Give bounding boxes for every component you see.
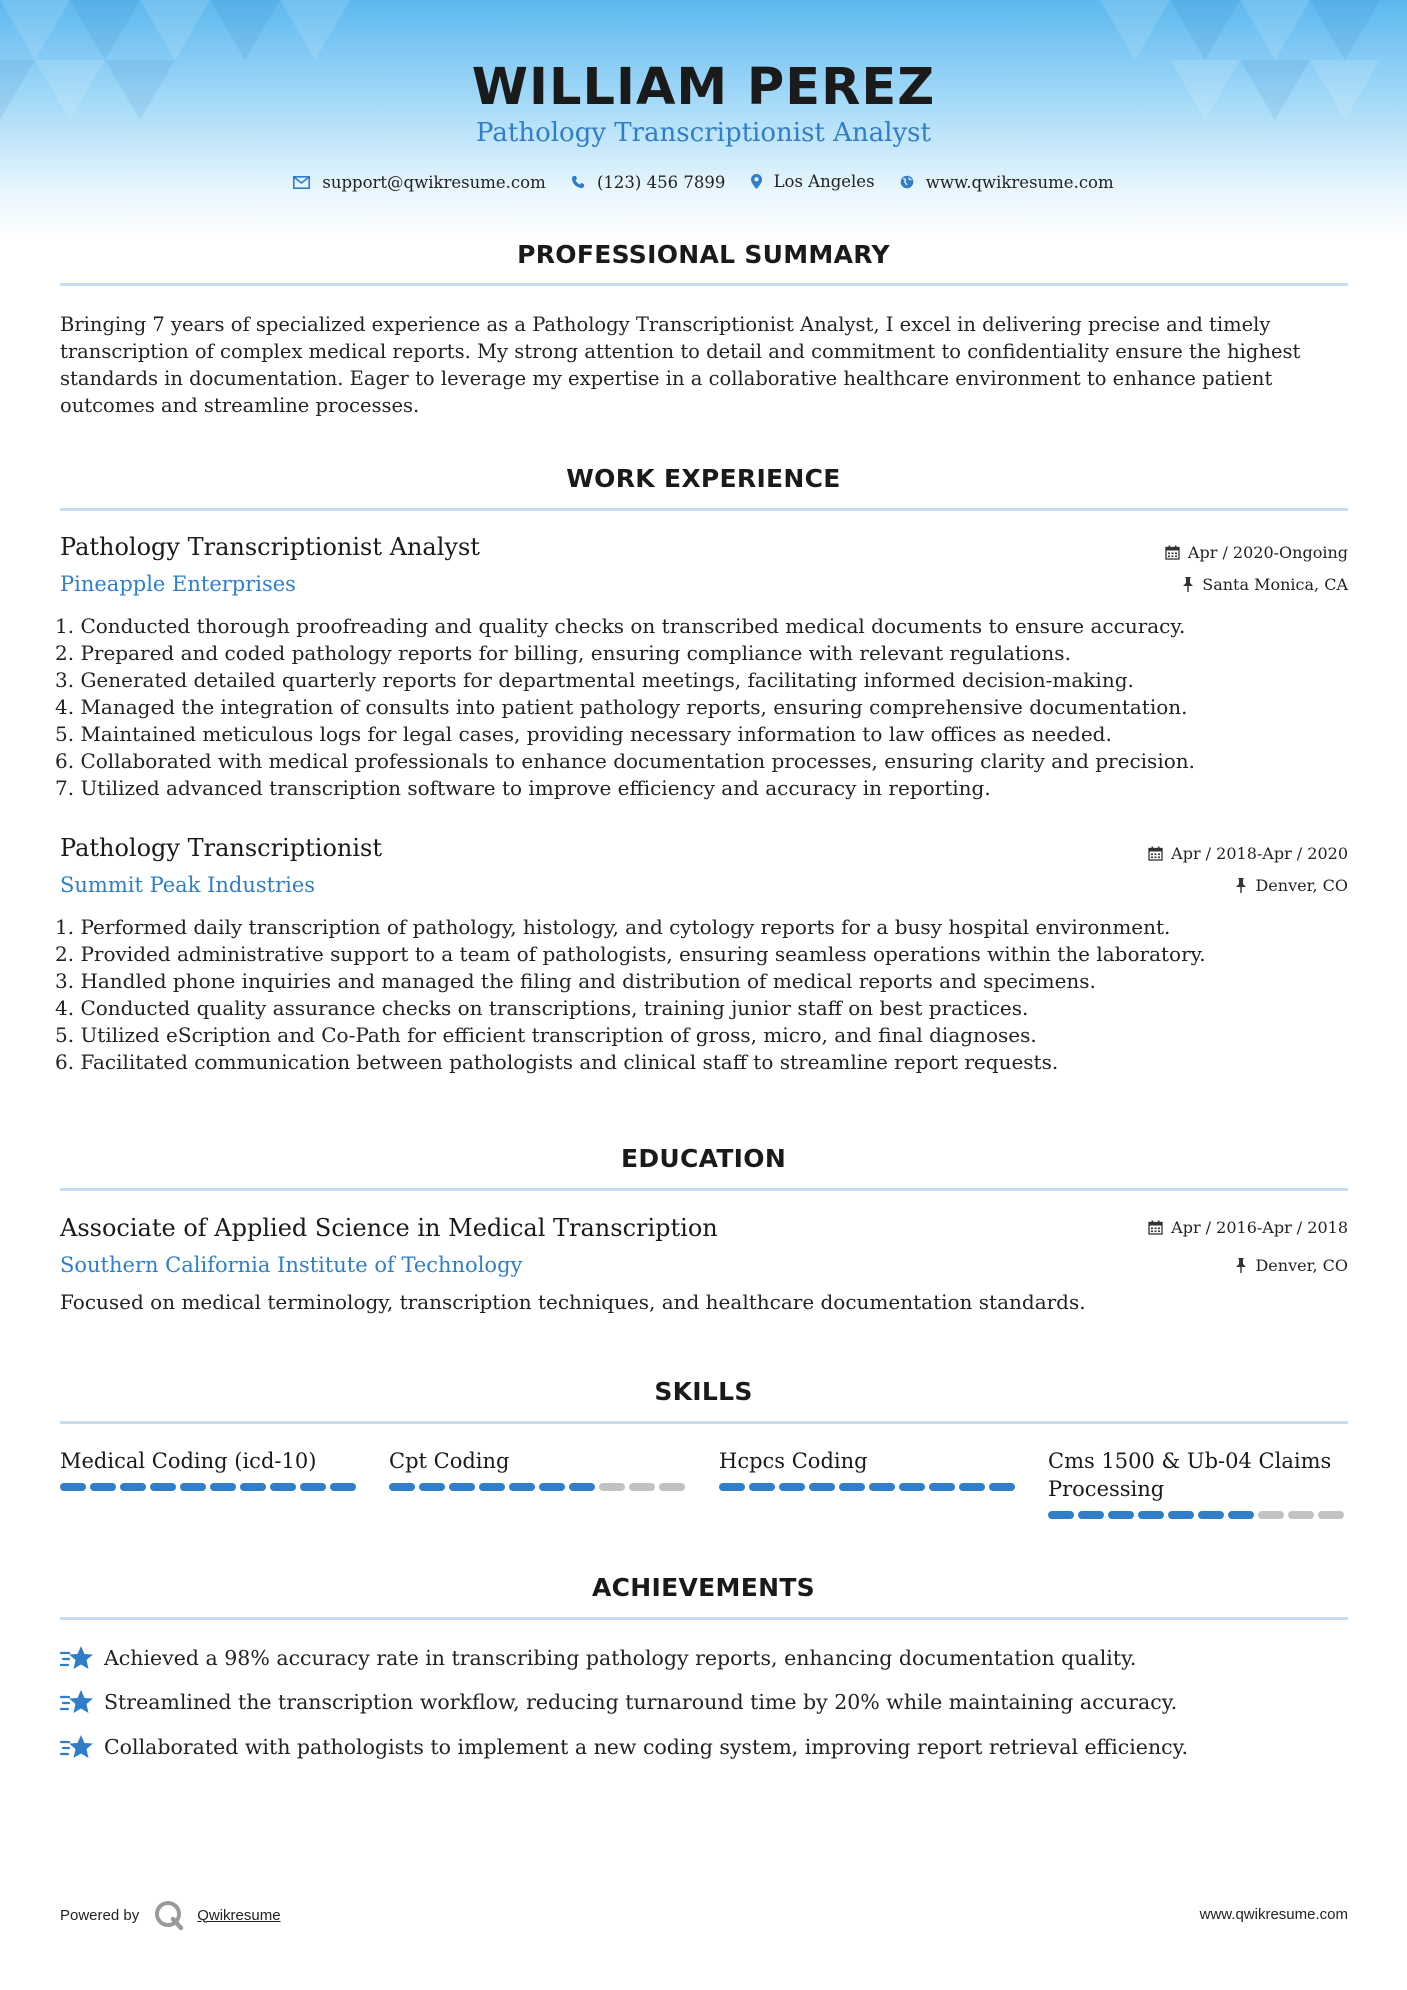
- achievement-text: Streamlined the transcription workflow, reducing turnaround time by 20% while maintaining accuracy.: [104, 1690, 1178, 1714]
- skill-dot-filled: [779, 1483, 805, 1491]
- skill-dot-filled: [899, 1483, 925, 1491]
- list-item: 3. Handled phone inquiries and managed the filing and distribution of medical reports and specimens.: [55, 969, 1096, 993]
- contact-bar: [0, 172, 1407, 193]
- skill-dot-filled: [1048, 1511, 1074, 1519]
- list-item: 7. Utilized advanced transcription software to improve efficiency and accuracy in reporting.: [55, 776, 991, 800]
- summary-divider: [60, 283, 1348, 286]
- pushpin-icon: [1182, 577, 1194, 592]
- list-item: 6. Facilitated communication between pathologists and clinical staff to streamline report requests.: [55, 1050, 1059, 1074]
- experience-heading: WORK EXPERIENCE: [566, 464, 841, 493]
- skill-dot-empty: [1288, 1511, 1314, 1519]
- qwikresume-link[interactable]: Qwikresume: [197, 1906, 281, 1924]
- skills-divider: [60, 1421, 1348, 1424]
- skills-heading: SKILLS: [654, 1377, 753, 1406]
- list-item: 5. Utilized eScription and Co-Path for efficient transcription of gross, micro, and final diagnoses.: [55, 1023, 1037, 1047]
- star-icon: [60, 1644, 94, 1672]
- calendar-icon: [1165, 545, 1180, 560]
- skill-dot-filled: [90, 1483, 116, 1491]
- skill-dot-empty: [1258, 1511, 1284, 1519]
- education-divider: [60, 1188, 1348, 1191]
- achievement-text: Achieved a 98% accuracy rate in transcribing pathology reports, enhancing documentation quality.: [104, 1646, 1137, 1670]
- skill-dot-filled: [120, 1483, 146, 1491]
- skill-level-meter: [60, 1483, 360, 1491]
- list-item: 4. Managed the integration of consults into patient pathology reports, ensuring comprehensive documentation.: [55, 695, 1188, 719]
- location-text: Los Angeles: [773, 172, 875, 191]
- skill-dot-filled: [150, 1483, 176, 1491]
- education-school: Southern California Institute of Technology: [60, 1253, 523, 1277]
- skill-dot-filled: [240, 1483, 266, 1491]
- skill-dot-filled: [569, 1483, 595, 1491]
- website-text: www.qwikresume.com: [925, 172, 1114, 192]
- job-location-text: Santa Monica, CA: [1202, 575, 1348, 594]
- job-title: Pathology Transcriptionist: [60, 834, 382, 862]
- map-pin-icon: [751, 174, 762, 189]
- skill-dot-filled: [539, 1483, 565, 1491]
- phone-icon: [571, 175, 585, 189]
- list-item: 3. Generated detailed quarterly reports for departmental meetings, facilitating informed decision-making.: [55, 668, 1134, 692]
- summary-text: Bringing 7 years of specialized experience as a Pathology Transcriptionist Analyst, I excel in delivering precise and timely transcription of complex medical reports. My strong attention to detail and commitment to confidentiality ensure the highest standards in documentation. Eager to leverage my expertise in a collaborative healthcare environment to enhance patient outcomes and streamline processes.: [60, 313, 1301, 417]
- calendar-icon: [1148, 1220, 1163, 1235]
- job-location: [1235, 876, 1348, 895]
- job-responsibilities: [55, 613, 1195, 802]
- skill-level-meter: [389, 1483, 689, 1491]
- globe-icon: [900, 175, 914, 189]
- education-degree: Associate of Applied Science in Medical Transcription: [60, 1214, 718, 1242]
- skill-dot-filled: [1078, 1511, 1104, 1519]
- job-dates-text: Apr / 2018-Apr / 2020: [1171, 844, 1348, 863]
- footer-powered-by: [60, 1899, 281, 1931]
- list-item: 1. Performed daily transcription of pathology, histology, and cytology reports for a busy hospital environment.: [55, 915, 1171, 939]
- skill-dot-filled: [449, 1483, 475, 1491]
- job-title: Pathology Transcriptionist Analyst: [60, 533, 480, 561]
- job-company: Pineapple Enterprises: [60, 572, 296, 596]
- list-item: 1. Conducted thorough proofreading and quality checks on transcribed medical documents to ensure accuracy.: [55, 614, 1186, 638]
- list-item: 4. Conducted quality assurance checks on transcriptions, training junior staff on best practices.: [55, 996, 1029, 1020]
- skill-dot-filled: [809, 1483, 835, 1491]
- skill-dot-filled: [509, 1483, 535, 1491]
- achievement-text: Collaborated with pathologists to implement a new coding system, improving report retrieval efficiency.: [104, 1735, 1188, 1759]
- skill-name: Hcpcs Coding: [719, 1449, 868, 1473]
- skill-dot-filled: [270, 1483, 296, 1491]
- achievement-item: [60, 1688, 1177, 1716]
- education-heading: EDUCATION: [620, 1144, 787, 1173]
- skill-dot-filled: [60, 1483, 86, 1491]
- skill-dot-filled: [929, 1483, 955, 1491]
- skill-dot-filled: [389, 1483, 415, 1491]
- envelope-icon: [293, 176, 310, 189]
- skill-dot-filled: [419, 1483, 445, 1491]
- contact-location: [751, 172, 875, 191]
- job-dates-text: Apr / 2020-Ongoing: [1187, 543, 1348, 562]
- achievements-divider: [60, 1617, 1348, 1620]
- skill-level-meter: [719, 1483, 1019, 1491]
- skill-dot-filled: [1168, 1511, 1194, 1519]
- star-icon: [60, 1733, 94, 1761]
- skill-item: [60, 1447, 360, 1491]
- powered-by-label: Powered by: [60, 1906, 140, 1924]
- skill-dot-filled: [180, 1483, 206, 1491]
- education-location-text: Denver, CO: [1255, 1256, 1348, 1275]
- calendar-icon: [1148, 846, 1163, 861]
- achievement-item: [60, 1644, 1136, 1672]
- skill-dot-filled: [1108, 1511, 1134, 1519]
- list-item: 2. Prepared and coded pathology reports for billing, ensuring compliance with relevant regulations.: [55, 641, 1071, 665]
- skill-dot-empty: [599, 1483, 625, 1491]
- phone-text: (123) 456 7899: [596, 172, 726, 192]
- skill-dot-filled: [1138, 1511, 1164, 1519]
- job-responsibilities: [55, 914, 1206, 1076]
- achievements-heading: ACHIEVEMENTS: [592, 1573, 815, 1602]
- qwikresume-logo-icon: [153, 1899, 187, 1931]
- contact-email[interactable]: [293, 173, 545, 192]
- skill-dot-filled: [300, 1483, 326, 1491]
- list-item: 2. Provided administrative support to a team of pathologists, ensuring seamless operations within the laboratory.: [55, 942, 1206, 966]
- skill-dot-filled: [989, 1483, 1015, 1491]
- pushpin-icon: [1235, 1258, 1247, 1273]
- job-dates: [1148, 844, 1348, 863]
- job-location-text: Denver, CO: [1255, 876, 1348, 895]
- skill-dot-empty: [659, 1483, 685, 1491]
- email-text: support@qwikresume.com: [322, 173, 546, 192]
- contact-phone[interactable]: [571, 173, 725, 192]
- job-company: Summit Peak Industries: [60, 873, 316, 897]
- skill-dot-filled: [719, 1483, 745, 1491]
- star-icon: [60, 1688, 94, 1716]
- education-dates-text: Apr / 2016-Apr / 2018: [1171, 1218, 1348, 1237]
- skill-dot-empty: [629, 1483, 655, 1491]
- skill-dot-filled: [839, 1483, 865, 1491]
- job-location: [1182, 575, 1348, 594]
- candidate-name: WILLIAM PEREZ: [471, 58, 936, 117]
- achievement-item: [60, 1733, 1188, 1761]
- skill-dot-filled: [1228, 1511, 1254, 1519]
- pushpin-icon: [1235, 878, 1247, 893]
- contact-website[interactable]: [900, 173, 1114, 192]
- skill-dot-filled: [479, 1483, 505, 1491]
- skill-item: [719, 1447, 1019, 1491]
- job-dates: [1165, 543, 1348, 562]
- skill-dot-filled: [330, 1483, 356, 1491]
- education-dates: [1148, 1218, 1348, 1237]
- skill-name: Cms 1500 & Ub-04 Claims Processing: [1048, 1449, 1332, 1501]
- skill-name: Cpt Coding: [389, 1449, 510, 1473]
- list-item: 6. Collaborated with medical professionals to enhance documentation processes, ensuring clarity and precision.: [55, 749, 1195, 773]
- list-item: 5. Maintained meticulous logs for legal cases, providing necessary information to law offices as needed.: [55, 722, 1112, 746]
- candidate-role: Pathology Transcriptionist Analyst: [476, 118, 931, 148]
- skill-dot-empty: [1318, 1511, 1344, 1519]
- skill-dot-filled: [869, 1483, 895, 1491]
- education-description: Focused on medical terminology, transcription techniques, and healthcare documentation standards.: [60, 1290, 1086, 1314]
- experience-divider: [60, 508, 1348, 511]
- skill-item: [1048, 1447, 1348, 1519]
- footer-website[interactable]: www.qwikresume.com: [1199, 1906, 1348, 1923]
- summary-heading: PROFESSIONAL SUMMARY: [517, 240, 890, 269]
- skill-name: Medical Coding (icd-10): [60, 1449, 317, 1473]
- skill-dot-filled: [1198, 1511, 1224, 1519]
- skill-level-meter: [1048, 1511, 1348, 1519]
- skill-dot-filled: [959, 1483, 985, 1491]
- skill-item: [389, 1447, 689, 1491]
- skill-dot-filled: [749, 1483, 775, 1491]
- education-location: [1235, 1256, 1348, 1275]
- skill-dot-filled: [210, 1483, 236, 1491]
